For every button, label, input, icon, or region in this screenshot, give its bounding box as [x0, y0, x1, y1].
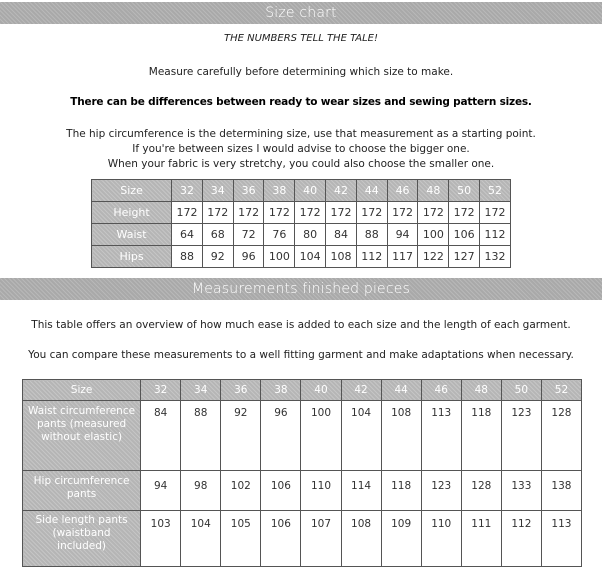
- finished-table-cell: 110: [301, 471, 341, 511]
- finished-table-cell: 92: [221, 401, 261, 471]
- finished-table-cell: 123: [501, 401, 541, 471]
- size-table-cell: 172: [295, 202, 326, 224]
- size-table-cell: 172: [480, 202, 511, 224]
- finished-table-cell: 111: [461, 511, 501, 567]
- finished-table-header-cell: 48: [461, 380, 501, 401]
- finished-table-cell: 98: [181, 471, 221, 511]
- size-chart-table: [91, 179, 511, 268]
- finished-table-cell: 138: [541, 471, 581, 511]
- finished-table-row-label-line: without elastic): [41, 431, 123, 443]
- finished-table-cell: 100: [301, 401, 341, 471]
- hip-note-line-2: If you're between sizes I would advise to choose the bigger one.: [132, 143, 470, 155]
- size-table-header-cell: 48: [418, 180, 449, 202]
- size-table-cell: 117: [387, 246, 418, 268]
- finished-table-header-cell: 42: [341, 380, 381, 401]
- size-table-cell: 100: [418, 224, 449, 246]
- finished-measurements-table: [22, 379, 582, 567]
- finished-table-cell: 108: [341, 511, 381, 567]
- size-table-row: [92, 246, 511, 268]
- size-table-cell: 172: [264, 202, 295, 224]
- finished-table-cell: 94: [141, 471, 181, 511]
- finished-table-cell: 118: [461, 401, 501, 471]
- finished-table-cell: 123: [421, 471, 461, 511]
- size-table-header-cell: 36: [233, 180, 264, 202]
- finished-table-row-label: [23, 401, 141, 471]
- size-table-header-cell: 42: [326, 180, 357, 202]
- finished-table-cell: 110: [421, 511, 461, 567]
- finished-table-row-label: [23, 511, 141, 567]
- finished-table-row: [23, 511, 582, 567]
- size-table-cell: 172: [449, 202, 480, 224]
- finished-table-cell: 104: [181, 511, 221, 567]
- size-table-cell: 112: [356, 246, 387, 268]
- size-table-header-cell: 32: [172, 180, 203, 202]
- finished-table-header-label: Size: [23, 380, 141, 401]
- size-table-cell: 72: [233, 224, 264, 246]
- finished-table-cell: 108: [381, 401, 421, 471]
- finished-table-row: [23, 471, 582, 511]
- size-table-row: [92, 224, 511, 246]
- size-table-header-cell: 50: [449, 180, 480, 202]
- finished-table-header-row: [23, 380, 582, 401]
- finished-table-row-label-line: pants (measured: [36, 418, 127, 430]
- size-table-row: [92, 180, 511, 202]
- size-table-header-cell: 44: [356, 180, 387, 202]
- size-table-header-cell: 38: [264, 180, 295, 202]
- finished-table-row-label-line: Hip circumference: [33, 475, 130, 487]
- finished-table-header-cell: 46: [421, 380, 461, 401]
- finished-table-cell: 128: [461, 471, 501, 511]
- size-table-cell: 64: [172, 224, 203, 246]
- finished-table-header-cell: 38: [261, 380, 301, 401]
- intro-text: Measure carefully before determining which size to make.: [148, 66, 454, 78]
- size-table-row-label: Hips: [92, 246, 172, 268]
- finished-table-header-cell: 50: [501, 380, 541, 401]
- tagline: THE NUMBERS TELL THE TALE!: [223, 33, 378, 44]
- finished-table-cell: 103: [141, 511, 181, 567]
- size-table-cell: 80: [295, 224, 326, 246]
- finished-table-row-label-line: Waist circumference: [28, 405, 136, 417]
- size-table-cell: 84: [326, 224, 357, 246]
- finished-table-header-cell: 44: [381, 380, 421, 401]
- size-table-cell: 122: [418, 246, 449, 268]
- size-table-header-cell: 34: [202, 180, 233, 202]
- size-table-cell: 172: [202, 202, 233, 224]
- finished-table-row-label-line: (waistband: [52, 527, 111, 539]
- finished-table-header-cell: 36: [221, 380, 261, 401]
- hip-note-line-3: When your fabric is very stretchy, you could also choose the smaller one.: [107, 158, 495, 170]
- size-table-header-cell: 52: [480, 180, 511, 202]
- size-table-cell: 127: [449, 246, 480, 268]
- finished-table-header-cell: 34: [181, 380, 221, 401]
- ease-overview-text: This table offers an overview of how much ease is added to each size and the length of each garment.: [31, 319, 571, 331]
- finished-table-cell: 133: [501, 471, 541, 511]
- finished-table-cell: 113: [541, 511, 581, 567]
- size-table-cell: 68: [202, 224, 233, 246]
- size-chart-banner: Size chart: [0, 2, 602, 24]
- finished-table-cell: 88: [181, 401, 221, 471]
- finished-table-cell: 114: [341, 471, 381, 511]
- size-table-cell: 172: [418, 202, 449, 224]
- finished-table-cell: 118: [381, 471, 421, 511]
- size-table-header-cell: 40: [295, 180, 326, 202]
- size-table-cell: 172: [356, 202, 387, 224]
- size-table-header-cell: 46: [387, 180, 418, 202]
- finished-table-row-label-line: Side length pants: [35, 514, 128, 526]
- size-table-cell: 108: [326, 246, 357, 268]
- size-table-row-label: Size: [92, 180, 172, 202]
- size-table-cell: 112: [480, 224, 511, 246]
- finished-table-header-cell: 32: [141, 380, 181, 401]
- size-table-cell: 96: [233, 246, 264, 268]
- finished-table-header-cell: 52: [541, 380, 581, 401]
- size-table-cell: 172: [233, 202, 264, 224]
- size-table-cell: 172: [387, 202, 418, 224]
- finished-table-cell: 128: [541, 401, 581, 471]
- finished-table-cell: 96: [261, 401, 301, 471]
- size-table-cell: 92: [202, 246, 233, 268]
- hip-note-line-1: The hip circumference is the determining size, use that measurement as a starting point.: [66, 128, 536, 140]
- size-table-cell: 104: [295, 246, 326, 268]
- size-table-cell: 132: [480, 246, 511, 268]
- size-table-row-label: Height: [92, 202, 172, 224]
- finished-table-cell: 102: [221, 471, 261, 511]
- finished-table-row: [23, 401, 582, 471]
- size-table-cell: 100: [264, 246, 295, 268]
- size-table-row: [92, 202, 511, 224]
- finished-table-cell: 105: [221, 511, 261, 567]
- finished-table-cell: 106: [261, 511, 301, 567]
- size-table-row-label: Waist: [92, 224, 172, 246]
- finished-table-cell: 113: [421, 401, 461, 471]
- size-table-cell: 106: [449, 224, 480, 246]
- finished-table-cell: 112: [501, 511, 541, 567]
- size-table-cell: 76: [264, 224, 295, 246]
- finished-table-cell: 109: [381, 511, 421, 567]
- finished-table-header-cell: 40: [301, 380, 341, 401]
- finished-table-row-label-line: pants: [66, 488, 97, 500]
- finished-table-cell: 106: [261, 471, 301, 511]
- finished-measurements-banner: Measurements finished pieces: [0, 278, 602, 300]
- size-table-cell: 94: [387, 224, 418, 246]
- size-table-cell: 172: [172, 202, 203, 224]
- finished-table-cell: 107: [301, 511, 341, 567]
- size-table-cell: 88: [172, 246, 203, 268]
- compare-garment-text: You can compare these measurements to a well fitting garment and make adaptations when necessary.: [28, 349, 574, 361]
- warning-text: There can be differences between ready to wear sizes and sewing pattern sizes.: [70, 96, 532, 108]
- finished-table-cell: 104: [341, 401, 381, 471]
- finished-table-row-label-line: included): [57, 540, 106, 552]
- finished-table-cell: 84: [141, 401, 181, 471]
- size-table-cell: 88: [356, 224, 387, 246]
- size-table-cell: 172: [326, 202, 357, 224]
- finished-table-row-label: [23, 471, 141, 511]
